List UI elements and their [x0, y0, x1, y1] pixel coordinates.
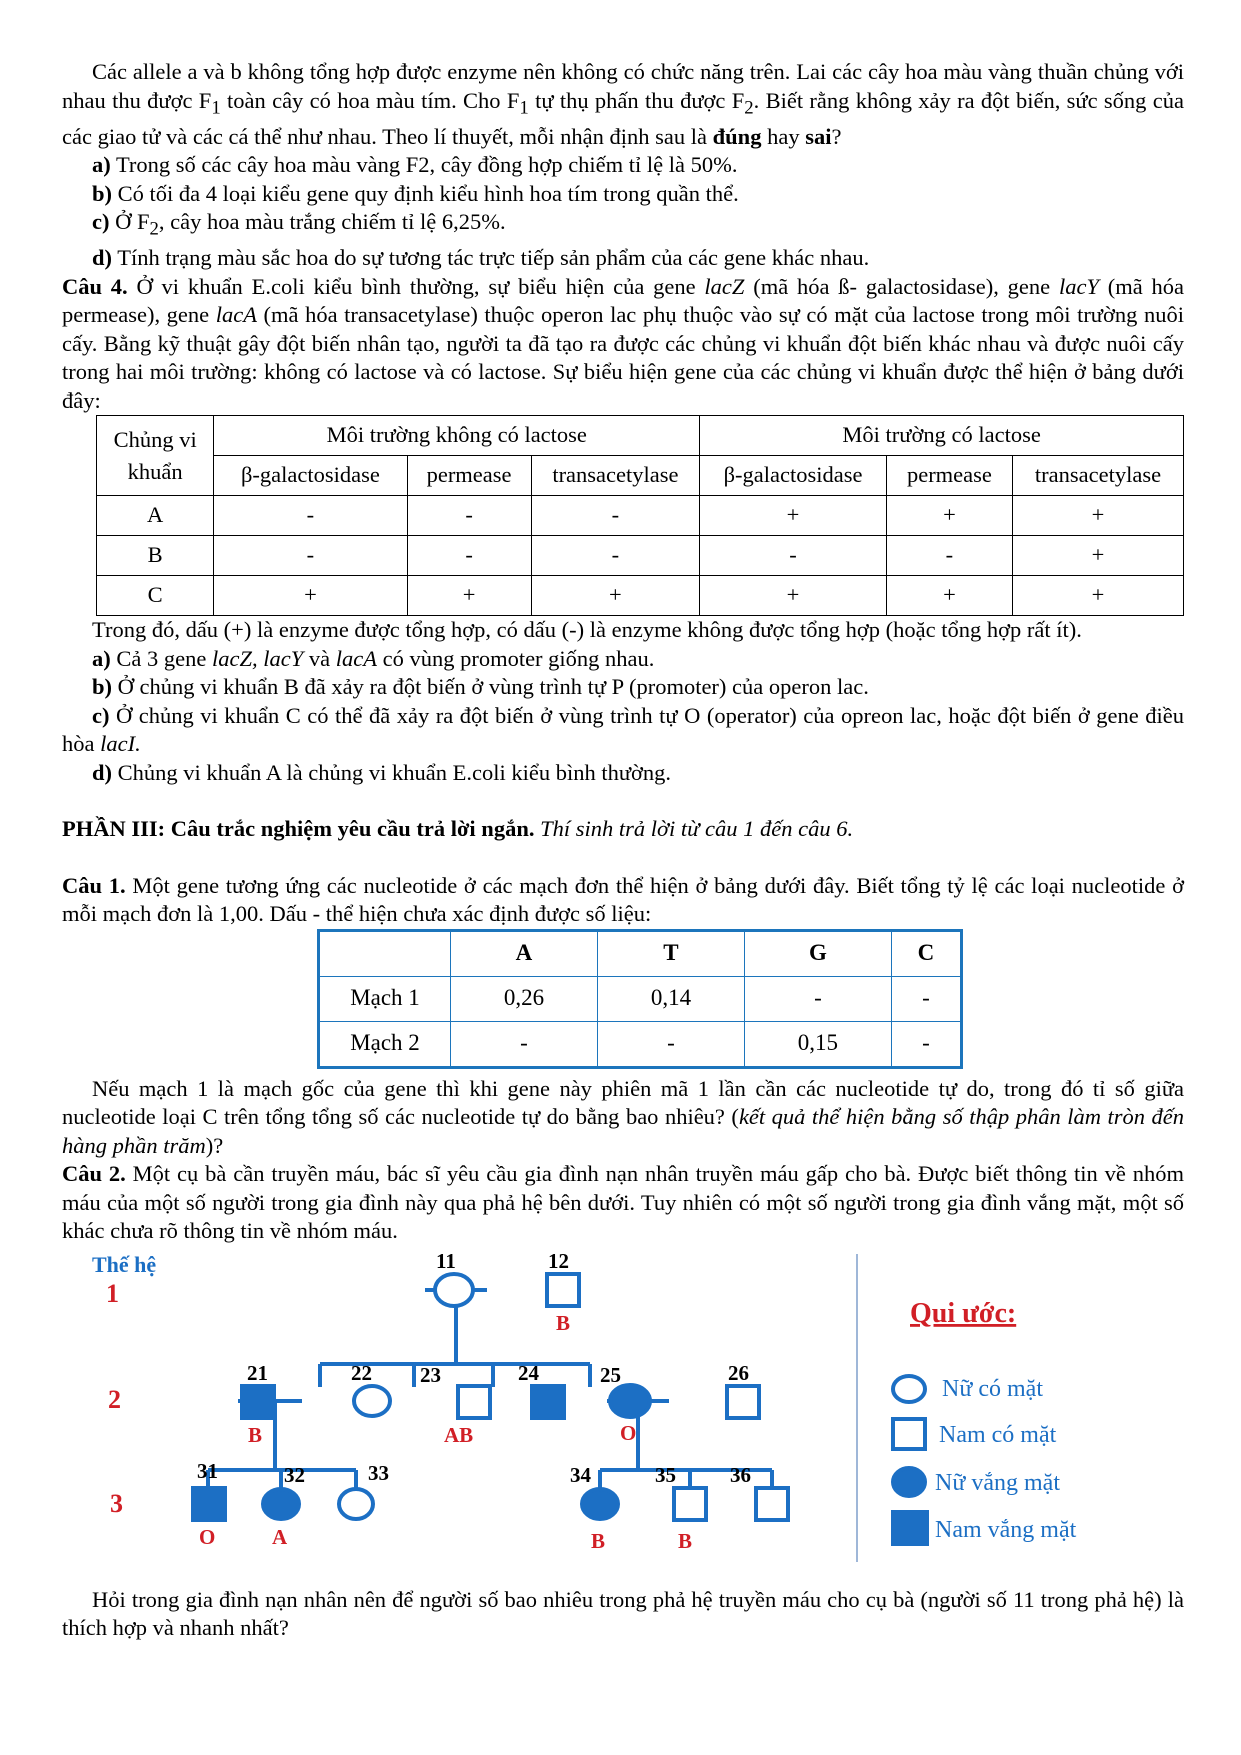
column-header: A — [451, 930, 598, 976]
blood-type-label: O — [620, 1420, 637, 1445]
intro-paragraph: Các allele a và b không tổng hợp được enzyme nên không có chức năng trên. Lai các cây hoa màu vàng thuần chủng với nhau thu được $F_1$ toàn cây có hoa màu tím. Cho $F_1$ tự thụ phấn thu được $F_2$. Biết rằng không xảy ra đột biến, sức sống của các giao tử và các cá thể như nhau. Theo lí thuyết, mỗi nhận định sau là đúng hay sai? — [62, 59, 1184, 149]
intro-option-c: c) Ở $F_2$, cây hoa màu trắng chiếm tỉ lệ 6,25%. — [92, 209, 506, 240]
column-header: G — [744, 930, 891, 976]
strain-header: Chủng vi khuẩn — [97, 416, 214, 496]
generation-label: 2 — [108, 1384, 121, 1414]
individual-number: 33 — [368, 1460, 389, 1485]
column-header: β-galactosidase — [214, 456, 407, 496]
blood-type-label: AB — [444, 1422, 474, 1447]
female-present-icon — [893, 1376, 925, 1402]
question-2: Câu 2. Một cụ bà cần truyền máu, bác sĩ yêu cầu gia đình nạn nhân truyền máu gấp cho bà. Được biết thông tin về nhóm máu của một số người trong gia đình này qua phả hệ bên dưới. Tuy nhiên có một số người trong gia đình vắng mặt, một số khác chưa rõ thông tin về nhóm máu. — [62, 1161, 1184, 1243]
individual-34 — [582, 1489, 618, 1519]
nucleotide-table — [317, 929, 963, 1069]
individual-12 — [547, 1274, 579, 1306]
individual-32 — [263, 1489, 299, 1519]
individual-23 — [458, 1386, 490, 1418]
male-absent-icon — [893, 1512, 927, 1544]
individual-number: 32 — [284, 1462, 305, 1487]
individual-number: 31 — [197, 1458, 218, 1483]
column-header: C — [891, 930, 961, 976]
individual-number: 21 — [247, 1360, 268, 1385]
blood-type-label: B — [248, 1422, 263, 1447]
table-note: Trong đó, dấu (+) là enzyme được tổng hợp, có dấu (-) là enzyme không được tổng hợp (hoặc tổng hợp rất ít). — [92, 617, 1082, 642]
lac-expression-table — [96, 415, 1184, 616]
individual-number: 12 — [548, 1249, 569, 1273]
column-header: transacetylase — [531, 456, 700, 496]
legend-label: Nữ có mặt — [942, 1375, 1043, 1402]
blood-type-label: O — [199, 1524, 216, 1549]
legend-title: Qui ước: — [910, 1297, 1017, 1329]
table-row: Mạch 2 - - 0,15 - — [319, 1021, 962, 1067]
legend-label: Nữ vắng mặt — [935, 1469, 1060, 1496]
blood-type-label: B — [591, 1528, 606, 1553]
q4-option-b: b) Ở chủng vi khuẩn B đã xảy ra đột biến ở vùng trình tự P (promoter) của operon lac. — [92, 674, 869, 699]
individual-21 — [242, 1386, 274, 1418]
individual-number: 24 — [518, 1360, 539, 1385]
blood-type-label: B — [556, 1310, 571, 1335]
individual-25 — [610, 1385, 650, 1417]
female-absent-icon — [893, 1468, 925, 1496]
q4-option-d: d) Chủng vi khuẩn A là chủng vi khuẩn E.coli kiểu bình thường. — [92, 759, 672, 785]
blood-type-label: B — [678, 1528, 693, 1553]
pedigree-chart — [62, 1250, 1184, 1580]
individual-26 — [727, 1386, 759, 1418]
table-row: B - - - - - + — [97, 536, 1184, 576]
individual-number: 34 — [570, 1462, 591, 1487]
individual-24 — [532, 1386, 564, 1418]
generation-title: Thế hệ — [92, 1251, 157, 1277]
part-3-heading: PHẦN III: Câu trắc nghiệm yêu cầu trả lời ngắn. Thí sinh trả lời từ câu 1 đến câu 6. — [62, 816, 854, 841]
intro-option-a: a) Trong số các cây hoa màu vàng F2, cây đồng hợp chiếm tỉ lệ là 50%. — [92, 152, 738, 177]
column-header: transacetylase — [1013, 456, 1184, 496]
column-header: permease — [407, 456, 531, 496]
table-row: A - - - + + + — [97, 496, 1184, 536]
column-header: β-galactosidase — [700, 456, 887, 496]
intro-option-b: b) Có tối đa 4 loại kiểu gene quy định kiểu hình hoa tím trong quần thể. — [92, 180, 739, 206]
env-no-lactose-header: Môi trường không có lactose — [214, 416, 700, 456]
q4-option-a: a) Cả 3 gene lacZ, lacY và lacA có vùng promoter giống nhau. — [92, 645, 655, 671]
q4-option-c: c) Ở chủng vi khuẩn C có thể đã xảy ra đột biến ở vùng trình tự O (operator) của opreon lac, hoặc đột biến ở gene điều hòa lacI. — [62, 702, 1184, 756]
individual-number: 23 — [420, 1362, 441, 1387]
individual-35 — [674, 1488, 706, 1520]
individual-22 — [354, 1386, 390, 1416]
individual-33 — [339, 1489, 373, 1519]
question-2-prompt: Hỏi trong gia đình nạn nhân nên để người số bao nhiêu trong phả hệ truyền máu cho cụ bà (người số 11 trong phả hệ) là thích hợp và nhanh nhất? — [62, 1586, 1184, 1640]
generation-label: 3 — [110, 1488, 123, 1518]
env-lactose-header: Môi trường có lactose — [700, 416, 1184, 456]
question-1: Câu 1. Một gene tương ứng các nucleotide ở các mạch đơn thể hiện ở bảng dưới đây. Biết tổng tỷ lệ các loại nucleotide ở mỗi mạch đơn là 1,00. Dấu - thể hiện chưa xác định được số liệu: — [62, 872, 1184, 926]
individual-number: 22 — [351, 1360, 372, 1385]
table-row: C + + + + + + — [97, 576, 1184, 616]
generation-label: 1 — [106, 1278, 119, 1308]
individual-11 — [435, 1274, 473, 1306]
individual-number: 25 — [600, 1362, 621, 1387]
legend-label: Nam có mặt — [939, 1421, 1057, 1448]
question-4: Câu 4. Ở vi khuẩn E.coli kiểu bình thường, sự biểu hiện của gene lacZ (mã hóa ß- galactosidase), gene lacY (mã hóa permease), gene lacA (mã hóa transacetylase) thuộc operon lac phụ thuộc vào sự có mặt của lactose trong môi trường nuôi cấy. Bằng kỹ thuật gây đột biến nhân tạo, người ta đã tạo ra được các chủng vi khuẩn đột biến khác nhau và được nuôi cấy trong hai môi trường: không có lactose và có lactose. Sự biểu hiện gene của các chủng vi khuẩn được thể hiện ở bảng dưới đây: — [62, 273, 1185, 413]
pedigree-svg — [62, 1250, 1184, 1580]
individual-number: 26 — [728, 1360, 749, 1385]
column-header: T — [597, 930, 744, 976]
individual-number: 11 — [436, 1249, 456, 1273]
question-1-prompt: Nếu mạch 1 là mạch gốc của gene thì khi gene này phiên mã 1 lần cần các nucleotide tự do, trong đó tỉ số giữa nucleotide loại C trên tổng tổng số các nucleotide tự do bằng bao nhiêu? (kết quả thể hiện bằng số thập phân làm tròn đến hàng phần trăm)? — [62, 1075, 1185, 1158]
legend-label: Nam vắng mặt — [935, 1516, 1077, 1543]
intro-option-d: d) Tính trạng màu sắc hoa do sự tương tác trực tiếp sản phẩm của các gene khác nhau. — [92, 245, 870, 270]
individual-number: 35 — [655, 1462, 676, 1487]
document-page — [62, 58, 1184, 1643]
male-present-icon — [893, 1419, 925, 1449]
table-row: Mạch 1 0,26 0,14 - - — [319, 976, 962, 1021]
blood-type-label: A — [272, 1524, 288, 1549]
individual-36 — [756, 1488, 788, 1520]
column-header: permease — [886, 456, 1012, 496]
individual-31 — [193, 1488, 225, 1520]
individual-number: 36 — [730, 1462, 751, 1487]
